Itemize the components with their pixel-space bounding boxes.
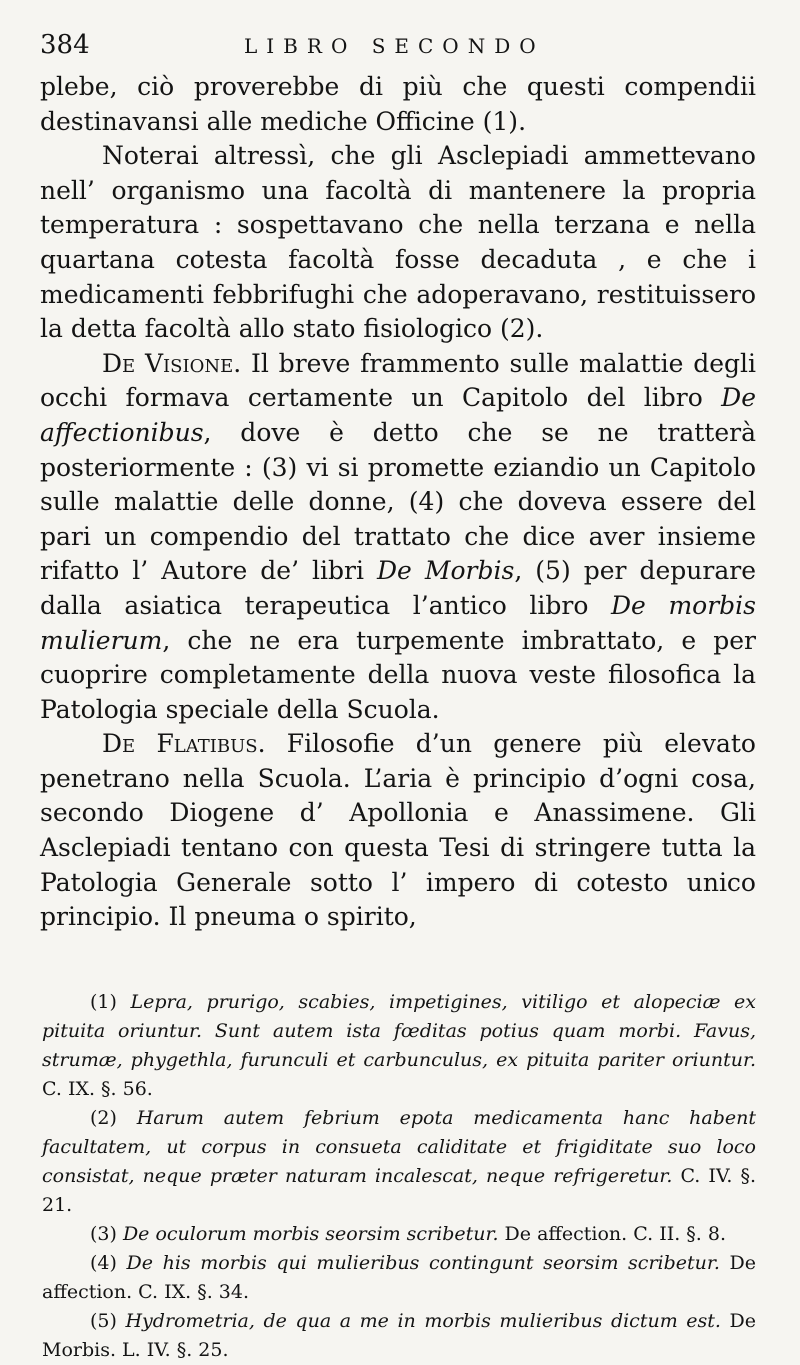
footnote-3 <box>42 1220 756 1249</box>
footnote-quote: Harum autem febrium epota medicamenta hanc habent facultatem, ut corpus in consueta caliditate et frigiditate suo loco consistat, neque præter naturam incalescat, neque refrigeretur. <box>42 1107 756 1187</box>
footnote-2 <box>42 1104 756 1220</box>
italic-title: De Morbis <box>377 556 515 586</box>
section-heading-de-flatibus: De Flatibus. <box>102 729 266 759</box>
footnote-mark: (1) <box>90 991 131 1013</box>
text-span: , dove è detto che se ne tratterà posteriormente : (3) vi si promette eziandio un Capitolo sulle malattie delle donne, (4) che doveva essere del pari un compendio del trattato che dice aver insieme rifatto l’ Autore de’ libri <box>40 417 756 586</box>
footnote-quote: Lepra, prurigo, scabies, impetigines, vitiligo et alopeciæ ex pituita oriuntur. Sunt autem ista fœditas potius quam morbi. Favus, strumæ, phygethla, furunculi et carbunculus, ex pituita pariter oriuntur. <box>42 991 756 1071</box>
footnote-ref: De Morbis. L. IV. §. 25. <box>42 1310 756 1361</box>
footnote-quote: De oculorum morbis seorsim scribetur. <box>122 1223 499 1245</box>
footnote-quote: Hydrometria, de qua a me in morbis mulieribus dictum est. <box>125 1310 721 1332</box>
body-text <box>40 70 756 935</box>
italic-title: De affectionibus <box>40 383 756 447</box>
text-span: Il breve frammento sulle malattie degli occhi formava certamente un Capitolo del libro <box>40 348 756 413</box>
text-span: , (5) per depurare dalla asiatica terapeutica l’antico libro <box>40 556 757 620</box>
footnote-mark: (3) <box>90 1223 123 1245</box>
paragraph-de-flatibus <box>40 727 756 935</box>
section-heading-de-visione: De Visione. <box>102 348 242 378</box>
footnote-1 <box>42 988 756 1104</box>
footnotes <box>42 988 756 1365</box>
footnote-mark: (4) <box>90 1252 127 1274</box>
footnote-5 <box>42 1307 756 1365</box>
footnote-ref: De affection. C. IX. §. 34. <box>42 1252 757 1303</box>
paragraph-de-visione <box>40 347 756 728</box>
paragraph-temperature: Noterai altressì, che gli Asclepiadi ammettevano nell’ organismo una facoltà di mantenere la propria temperatura : sospettavano che nella terzana e nella quartana cotesta facoltà fosse decaduta , e che i medicamenti febbrifughi che adoperavano, restituissero la detta facoltà allo stato fisiologico (2). <box>40 141 756 344</box>
italic-title: De morbis mulierum <box>40 590 756 655</box>
footnote-4 <box>42 1249 756 1307</box>
paragraph-continuation: plebe, ciò proverebbe di più che questi compendii destinavansi alle mediche Officine (1). <box>40 72 756 136</box>
footnote-ref: De affection. C. II. §. 8. <box>498 1223 726 1245</box>
page-header <box>40 30 756 70</box>
footnote-mark: (5) <box>90 1310 126 1332</box>
footnote-quote: De his morbis qui mulieribus contingunt seorsim scribetur. <box>126 1252 720 1274</box>
text-span: Filosofie d’un genere più elevato penetrano nella Scuola. L’aria è principio d’ogni cosa, secondo Diogene d’ Apollonia e Anassimene. Gli Asclepiadi tentano con questa Tesi di stringere tutta la Patologia Generale sotto l’ impero di cotesto unico principio. Il pneuma o spirito, <box>40 729 756 932</box>
running-head: LIBRO SECONDO <box>244 34 545 58</box>
footnote-ref: C. IV. §. 21. <box>42 1165 756 1216</box>
footnote-mark: (2) <box>90 1107 137 1129</box>
footnote-ref: C. IX. §. 56. <box>42 1078 153 1100</box>
text-span: , che ne era turpemente imbrattato, e per cuoprire completamente della nuova veste filosofica la Patologia speciale della Scuola. <box>40 625 756 724</box>
page-number: 384 <box>40 30 90 60</box>
